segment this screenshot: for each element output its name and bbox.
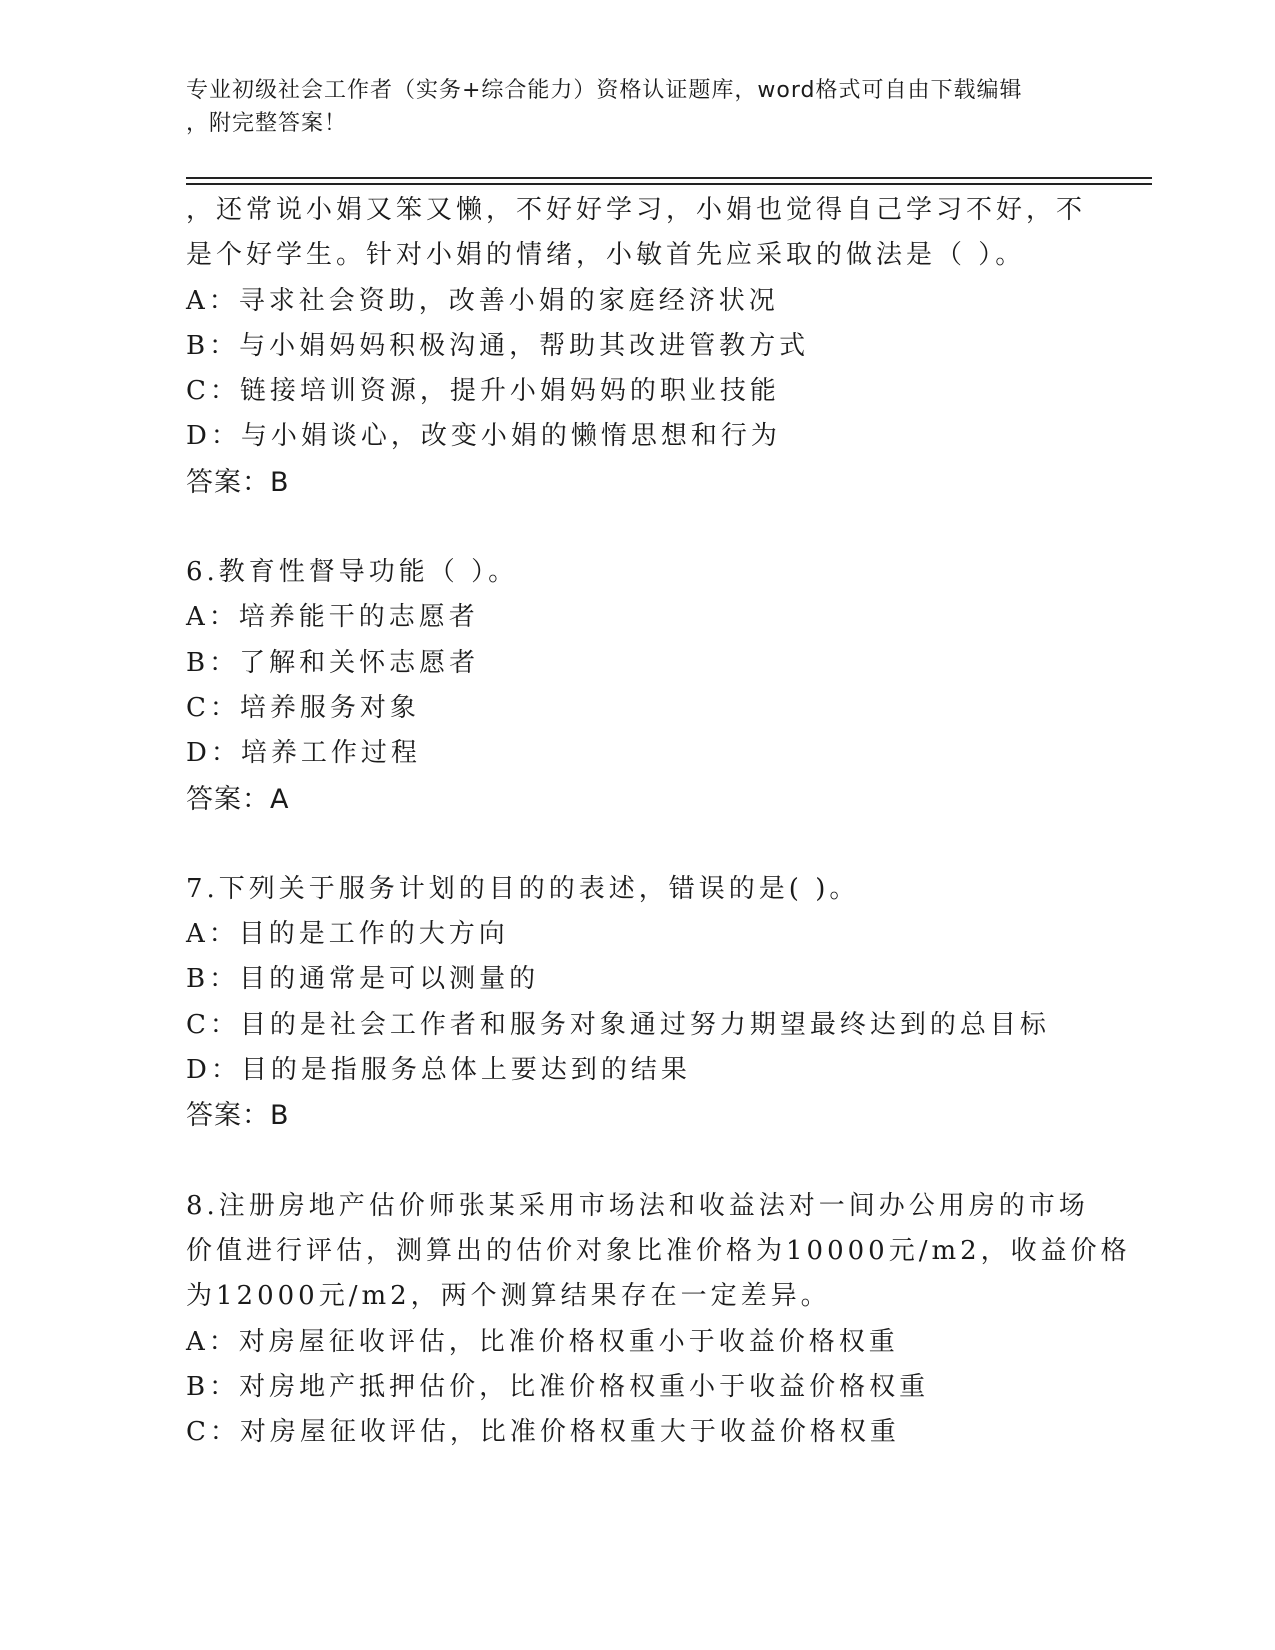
q8-option-b: B：对房地产抵押估价，比准价格权重小于收益价格权重 [186, 1371, 930, 1402]
header-title-line-1: 专业初级社会工作者（实务+综合能力）资格认证题库，word格式可自由下载编辑 [186, 78, 1023, 103]
q6-option-b: B：了解和关怀志愿者 [186, 647, 480, 678]
q5-stem-line-1: ，还常说小娟又笨又懒，不好好学习，小娟也觉得自己学习不好，不 [186, 195, 1087, 225]
q7-option-a: A：目的是工作的大方向 [186, 919, 509, 950]
q8-stem-line-3: 为12000元/m2，两个测算结果存在一定差异。 [186, 1281, 831, 1312]
q6-stem: 6.教育性督导功能（ ）。 [186, 557, 519, 588]
q5-option-a: A：寻求社会资助，改善小娟的家庭经济状况 [186, 285, 779, 316]
q5-stem-line-2: 是个好学生。针对小娟的情绪，小敏首先应采取的做法是（ ）。 [186, 240, 1026, 271]
spacer [186, 822, 1086, 867]
header-rule-top [186, 177, 1152, 179]
question-content [186, 188, 1131, 1455]
q7-option-d: D：目的是指服务总体上要达到的结果 [186, 1055, 691, 1086]
q8-option-c: C：对房屋征收评估，比准价格权重大于收益价格权重 [186, 1417, 900, 1448]
q8-option-a: A：对房屋征收评估，比准价格权重小于收益价格权重 [186, 1326, 899, 1357]
spacer [186, 505, 1086, 550]
spacer [186, 1139, 1086, 1184]
q8-stem-line-1: 8.注册房地产估价师张某采用市场法和收益法对一间办公用房的市场 [186, 1190, 1089, 1221]
q6-option-c: C：培养服务对象 [186, 692, 420, 723]
q7-answer: 答案：B [186, 1100, 290, 1132]
q5-option-b: B：与小娟妈妈积极沟通，帮助其改进管教方式 [186, 330, 810, 361]
q7-option-c: C：目的是社会工作者和服务对象通过努力期望最终达到的总目标 [186, 1009, 1050, 1040]
q5-option-d: D：与小娟谈心，改变小娟的懒惰思想和行为 [186, 421, 781, 452]
header-rule-bottom [186, 183, 1152, 185]
q5-answer: 答案：B [186, 466, 290, 498]
document-header [186, 74, 1086, 140]
header-title-line-2: ，附完整答案！ [186, 111, 348, 136]
q6-option-a: A：培养能干的志愿者 [186, 602, 479, 633]
q6-answer: 答案：A [186, 783, 290, 815]
q7-stem: 7.下列关于服务计划的目的的表述，错误的是( )。 [186, 873, 860, 904]
q5-option-c: C：链接培训资源，提升小娟妈妈的职业技能 [186, 376, 780, 407]
q8-stem-line-2: 价值进行评估，测算出的估价对象比准价格为10000元/m2，收益价格 [186, 1235, 1131, 1266]
q6-option-d: D：培养工作过程 [186, 738, 421, 769]
q7-option-b: B：目的通常是可以测量的 [186, 964, 540, 995]
